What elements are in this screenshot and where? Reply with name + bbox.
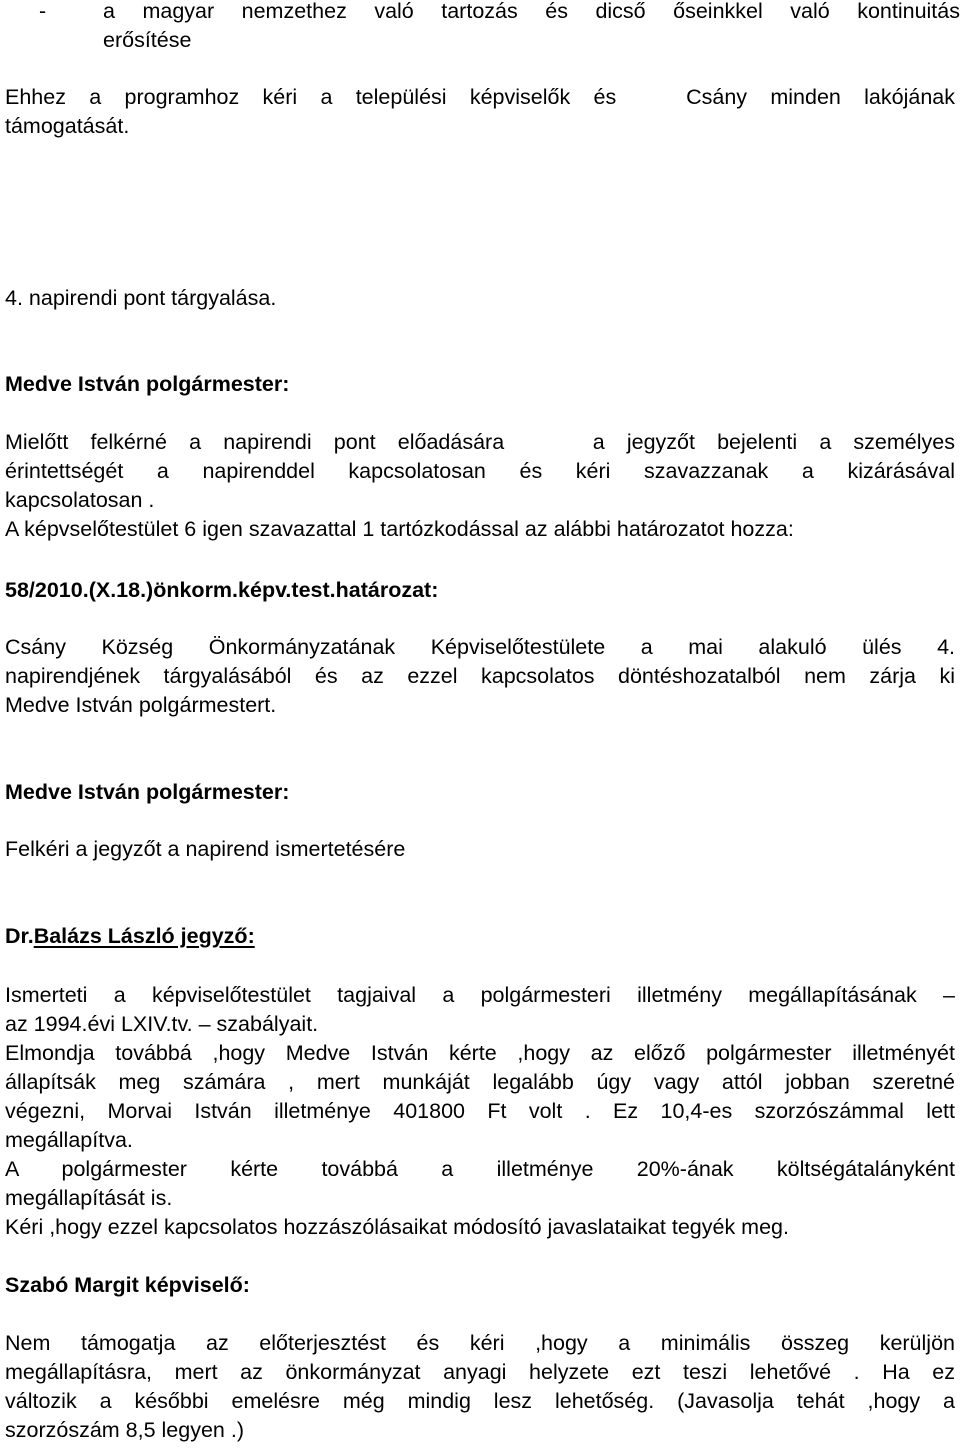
paragraph-line: megállapítását is. xyxy=(5,1186,173,1210)
paragraph-line: Csány Község Önkormányzatának Képviselőtestülete a mai alakuló ülés 4. xyxy=(5,635,955,659)
bullet-marker: - xyxy=(39,0,47,23)
bullet-text xyxy=(103,0,960,55)
speaker-heading: Szabó Margit képviselő: xyxy=(5,1273,250,1297)
paragraph-line: végezni, Morvai István illetménye 401800 Ft volt . Ez 10,4-es szorzószámmal lett xyxy=(5,1099,955,1123)
speaker-heading xyxy=(5,922,955,951)
paragraph-line: kapcsolatosan . xyxy=(5,488,155,512)
paragraph-line: A képvselőtestület 6 igen szavazattal 1 tartózkodással az alábbi határozatot hozza: xyxy=(5,517,794,541)
paragraph xyxy=(5,1329,955,1445)
paragraph-line: Ehhez a programhoz kéri a települési képviselők és Csány minden lakójának xyxy=(5,85,955,109)
paragraph-line: az 1994.évi LXIV.tv. – szabályait. xyxy=(5,1012,319,1036)
paragraph-line: A polgármester kérte továbbá a illetménye 20%-ának költségátalányként xyxy=(5,1157,955,1181)
paragraph: Felkéri a jegyzőt a napirend ismertetésére xyxy=(5,837,406,861)
paragraph-line: Kéri ,hogy ezzel kapcsolatos hozzászólásaikat módosító javaslataikat tegyék meg. xyxy=(5,1215,789,1239)
bullet-line: a magyar nemzethez való tartozás és dicső őseinkkel való kontinuitás xyxy=(103,0,960,23)
bullet-line: erősítése xyxy=(103,28,192,52)
paragraph-line: megállapítva. xyxy=(5,1128,133,1152)
speaker-name: Balázs László jegyző: xyxy=(33,924,255,948)
paragraph xyxy=(5,981,955,1242)
speaker-title: Dr. xyxy=(5,924,34,948)
paragraph-line: szorzószám 8,5 legyen .) xyxy=(5,1418,244,1442)
paragraph-line: Ismerteti a képviselőtestület tagjaival a polgármesteri illetmény megállapításának – xyxy=(5,983,955,1007)
paragraph-line: változik a későbbi emelésre még mindig lesz lehetőség. (Javasolja tehát ,hogy a xyxy=(5,1389,955,1413)
agenda-heading: 4. napirendi pont tárgyalása. xyxy=(5,286,277,310)
paragraph-line: érintettségét a napirenddel kapcsolatosan és kéri szavazzanak a kizárásával xyxy=(5,459,955,483)
resolution-text xyxy=(5,633,955,720)
speaker-heading: Medve István polgármester: xyxy=(5,372,290,396)
paragraph-line: Medve István polgármestert. xyxy=(5,693,277,717)
intro-paragraph xyxy=(5,83,955,141)
paragraph-line: állapítsák meg számára , mert munkáját legalább úgy vagy attól jobban szeretné xyxy=(5,1070,955,1094)
resolution-number: 58/2010.(X.18.)önkorm.képv.test.határozat: xyxy=(5,578,439,602)
paragraph-line: Mielőtt felkérné a napirendi pont előadására a jegyzőt bejelenti a személyes xyxy=(5,430,955,454)
paragraph xyxy=(5,428,955,544)
paragraph-line: megállapításra, mert az önkormányzat anyagi helyzete ezt teszi lehetővé . Ha ez xyxy=(5,1360,955,1384)
paragraph-line: Elmondja továbbá ,hogy Medve István kérte ,hogy az előző polgármester illetményét xyxy=(5,1041,955,1065)
paragraph-line: Nem támogatja az előterjesztést és kéri ,hogy a minimális összeg kerüljön xyxy=(5,1331,955,1355)
paragraph-line: támogatását. xyxy=(5,114,130,138)
paragraph-line: napirendjének tárgyalásából és az ezzel kapcsolatos döntéshozatalból nem zárja ki xyxy=(5,664,955,688)
speaker-heading: Medve István polgármester: xyxy=(5,780,290,804)
